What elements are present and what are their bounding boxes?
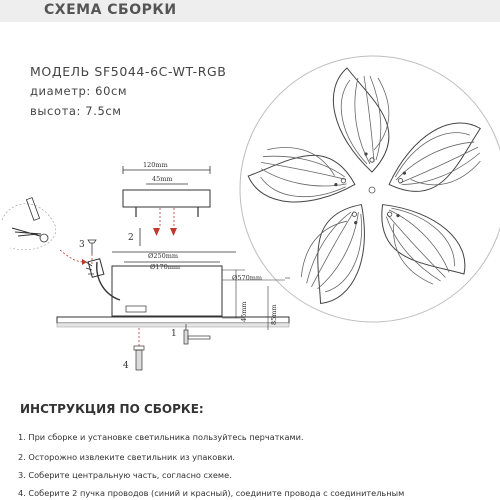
wire-connection-detail: [2, 198, 87, 265]
dim-45-vertical: 45mm: [240, 301, 248, 322]
dim-120: 120mm: [143, 161, 168, 169]
callout-1: 1: [171, 329, 177, 339]
instructions-title: ИНСТРУКЦИЯ ПО СБОРКЕ:: [20, 402, 204, 416]
dim-45: 45mm: [152, 175, 173, 183]
diameter-label: диаметр: 60см: [30, 84, 128, 98]
instruction-step-2: 2. Осторожно извлеките светильник из упаковки.: [18, 452, 236, 462]
cable-bundle: [86, 259, 120, 300]
instruction-step-3: 3. Соберите центральную часть, согласно схеме.: [18, 470, 232, 480]
flower-chandelier-top-view: [244, 68, 493, 311]
dim-570: Ø570mm: [232, 274, 263, 282]
finial: [134, 328, 144, 370]
callout-2: 2: [128, 233, 134, 243]
callout-4: 4: [123, 361, 129, 371]
callout-3: 3: [79, 240, 85, 250]
center-mount: [369, 187, 375, 193]
instruction-step-1: 1. При сборке и установке светильника пользуйтесь перчатками.: [18, 432, 304, 442]
dim-250: Ø250mm: [148, 252, 179, 260]
dim-170: Ø170mm: [150, 263, 181, 271]
height-label: высота: 7.5см: [30, 104, 122, 118]
model-label: МОДЕЛЬ SF5044-6C-WT-RGB: [30, 64, 227, 79]
page-title: СХЕМА СБОРКИ: [44, 2, 177, 18]
petal: [333, 68, 389, 172]
instruction-step-4: 4. Соберите 2 пучка проводов (синий и красный), соедините провода с соединительным: [18, 488, 405, 498]
dim-85-vertical: 85mm: [270, 304, 278, 325]
